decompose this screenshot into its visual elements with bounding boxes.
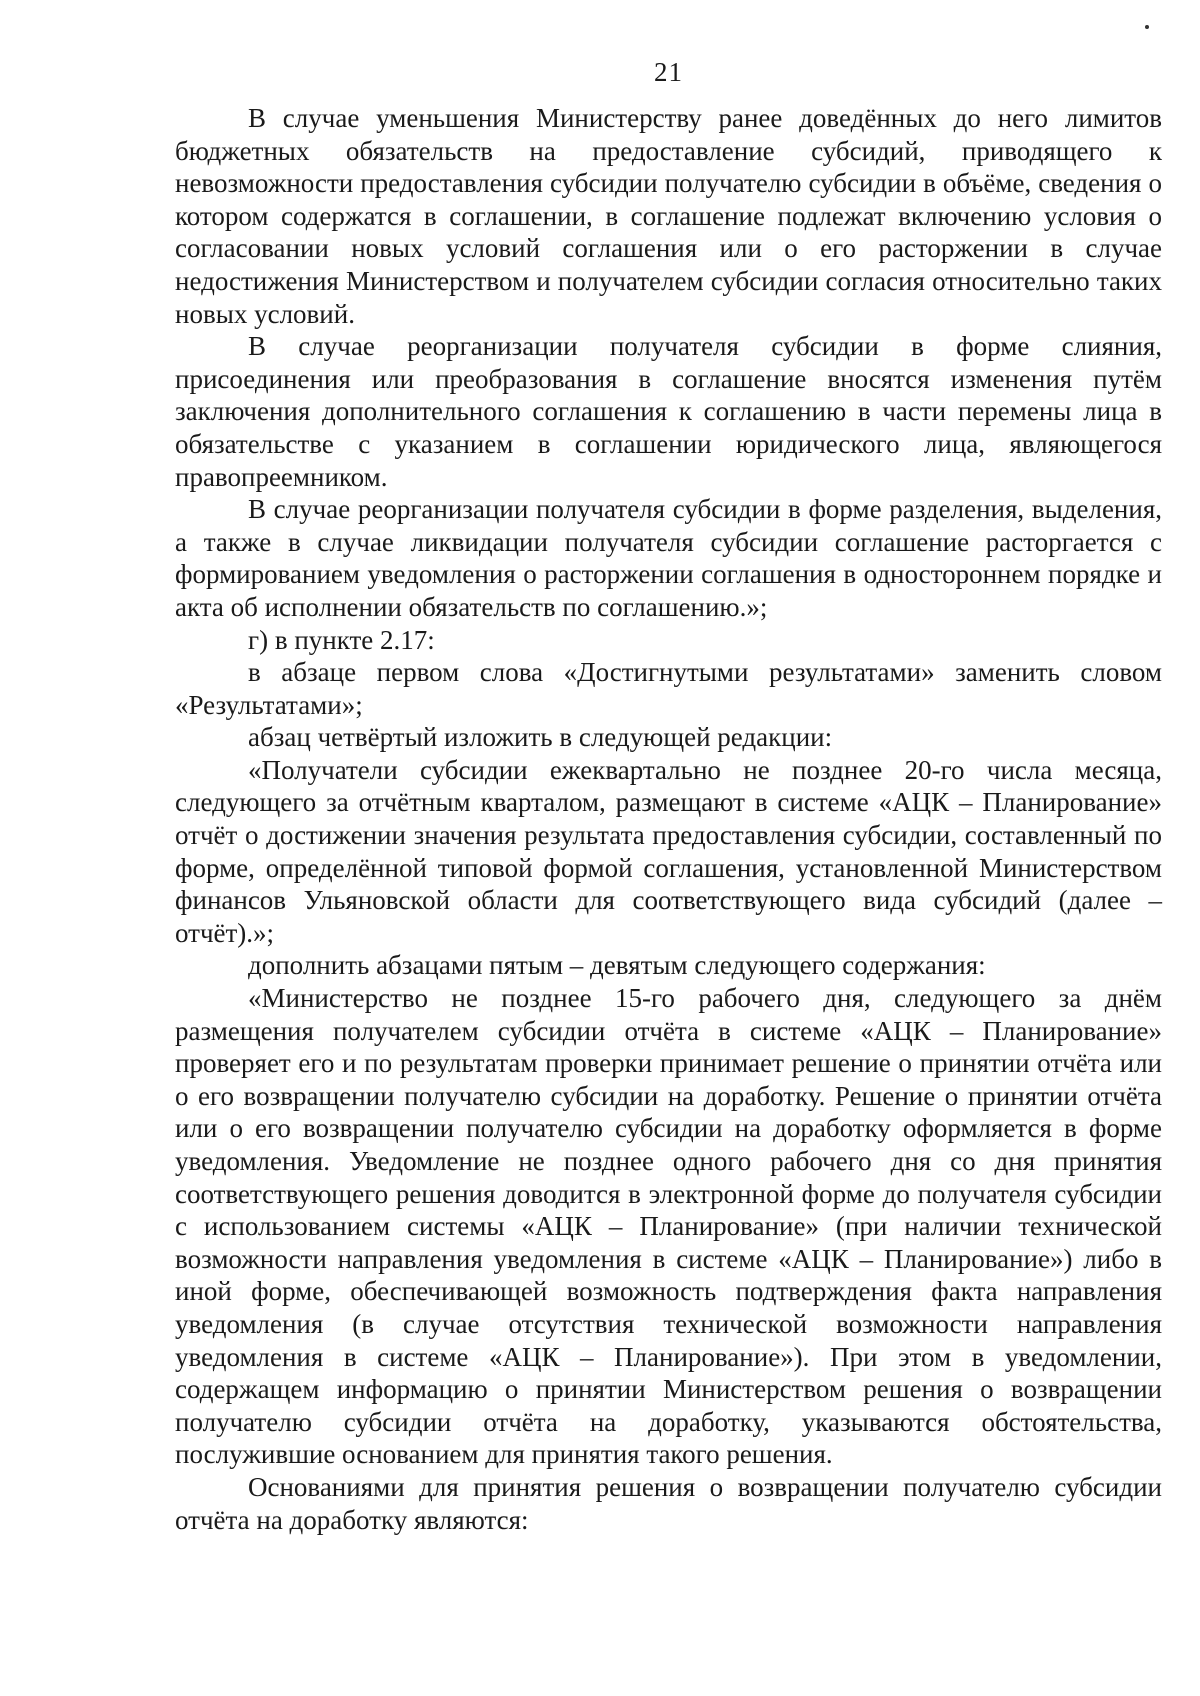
paragraph-ministry-review: «Министерство не позднее 15-го рабочего дня, следующего за днём размещения получателем субсидии отчёта в системе «АЦК – Планирование» проверяет его и по результатам проверки принимает решение о принятии отчёта или о его возвращении получателю субсидии на доработку. Решение о принятии отчёта или о его возвращении получателю субсидии на доработку оформляется в форме уведомления. Уведомление не позднее одного рабочего дня со дня принятия соответствующего решения доводится в электронной форме до получателя субсидии с использованием системы «АЦК – Планирование» (при наличии технической возможности направления уведомления в системе «АЦК – Планирование») либо в иной форме, обеспечивающей возможность подтверждения факта направления уведомления (в случае отсутствия технической возможности направления уведомления в системе «АЦК – Планирование»). При этом в уведомлении, содержащем информацию о принятии Министерством решения о возвращении получателю субсидии отчёта на доработку, указываются обстоятельства, послужившие основанием для принятия такого решения.	[175, 983, 1162, 1470]
paragraph-first-abzac-change: в абзаце первом слова «Достигнутыми результатами» заменить словом «Результатами»;	[175, 657, 1162, 720]
scan-speck	[1145, 25, 1149, 29]
paragraph-fourth-abzac: абзац четвёртый изложить в следующей редакции:	[248, 722, 833, 753]
paragraph-reorganization-merger: В случае реорганизации получателя субсидии в форме слияния, присоединения или преобразования в соглашение вносятся изменения путём заключения дополнительного соглашения к соглашению в части перемены лица в обязательстве с указанием в соглашении юридического лица, являющегося правопреемником.	[175, 331, 1162, 492]
page-number: 21	[654, 57, 683, 87]
paragraph-grounds: Основаниями для принятия решения о возвращении получателю субсидии отчёта на доработку являются:	[175, 1471, 1162, 1535]
paragraph-add-abzacs: дополнить абзацами пятым – девятым следующего содержания:	[248, 950, 986, 981]
paragraph-report-quarterly: «Получатели субсидии ежеквартально не позднее 20-го числа месяца, следующего за отчётным кварталом, размещают в системе «АЦК – Планирование» отчёт о достижении значения результата предоставления субсидии, составленный по форме, определённой типовой формой соглашения, установленной Министерством финансов Ульяновской области для соответствующего вида субсидий (далее – отчёт).»;	[175, 754, 1162, 948]
paragraph-reorganization-division: В случае реорганизации получателя субсидии в форме разделения, выделения, а также в случае ликвидации получателя субсидии соглашение расторгается с формированием уведомления о расторжении соглашения в одностороннем порядке и акта об исполнении обязательств по соглашению.»;	[175, 494, 1162, 622]
document-page	[175, 52, 1162, 1536]
paragraph-item-g: г) в пункте 2.17:	[248, 624, 435, 655]
paragraph-limit-reduction: В случае уменьшения Министерству ранее доведённых до него лимитов бюджетных обязательств на предоставление субсидий, приводящего к невозможности предоставления субсидии получателю субсидии в объёме, сведения о котором содержатся в соглашении, в соглашение подлежат включению условия о согласовании новых условий соглашения или о его расторжении в случае недостижения Министерством и получателем субсидии согласия относительно таких новых условий.	[175, 103, 1162, 329]
